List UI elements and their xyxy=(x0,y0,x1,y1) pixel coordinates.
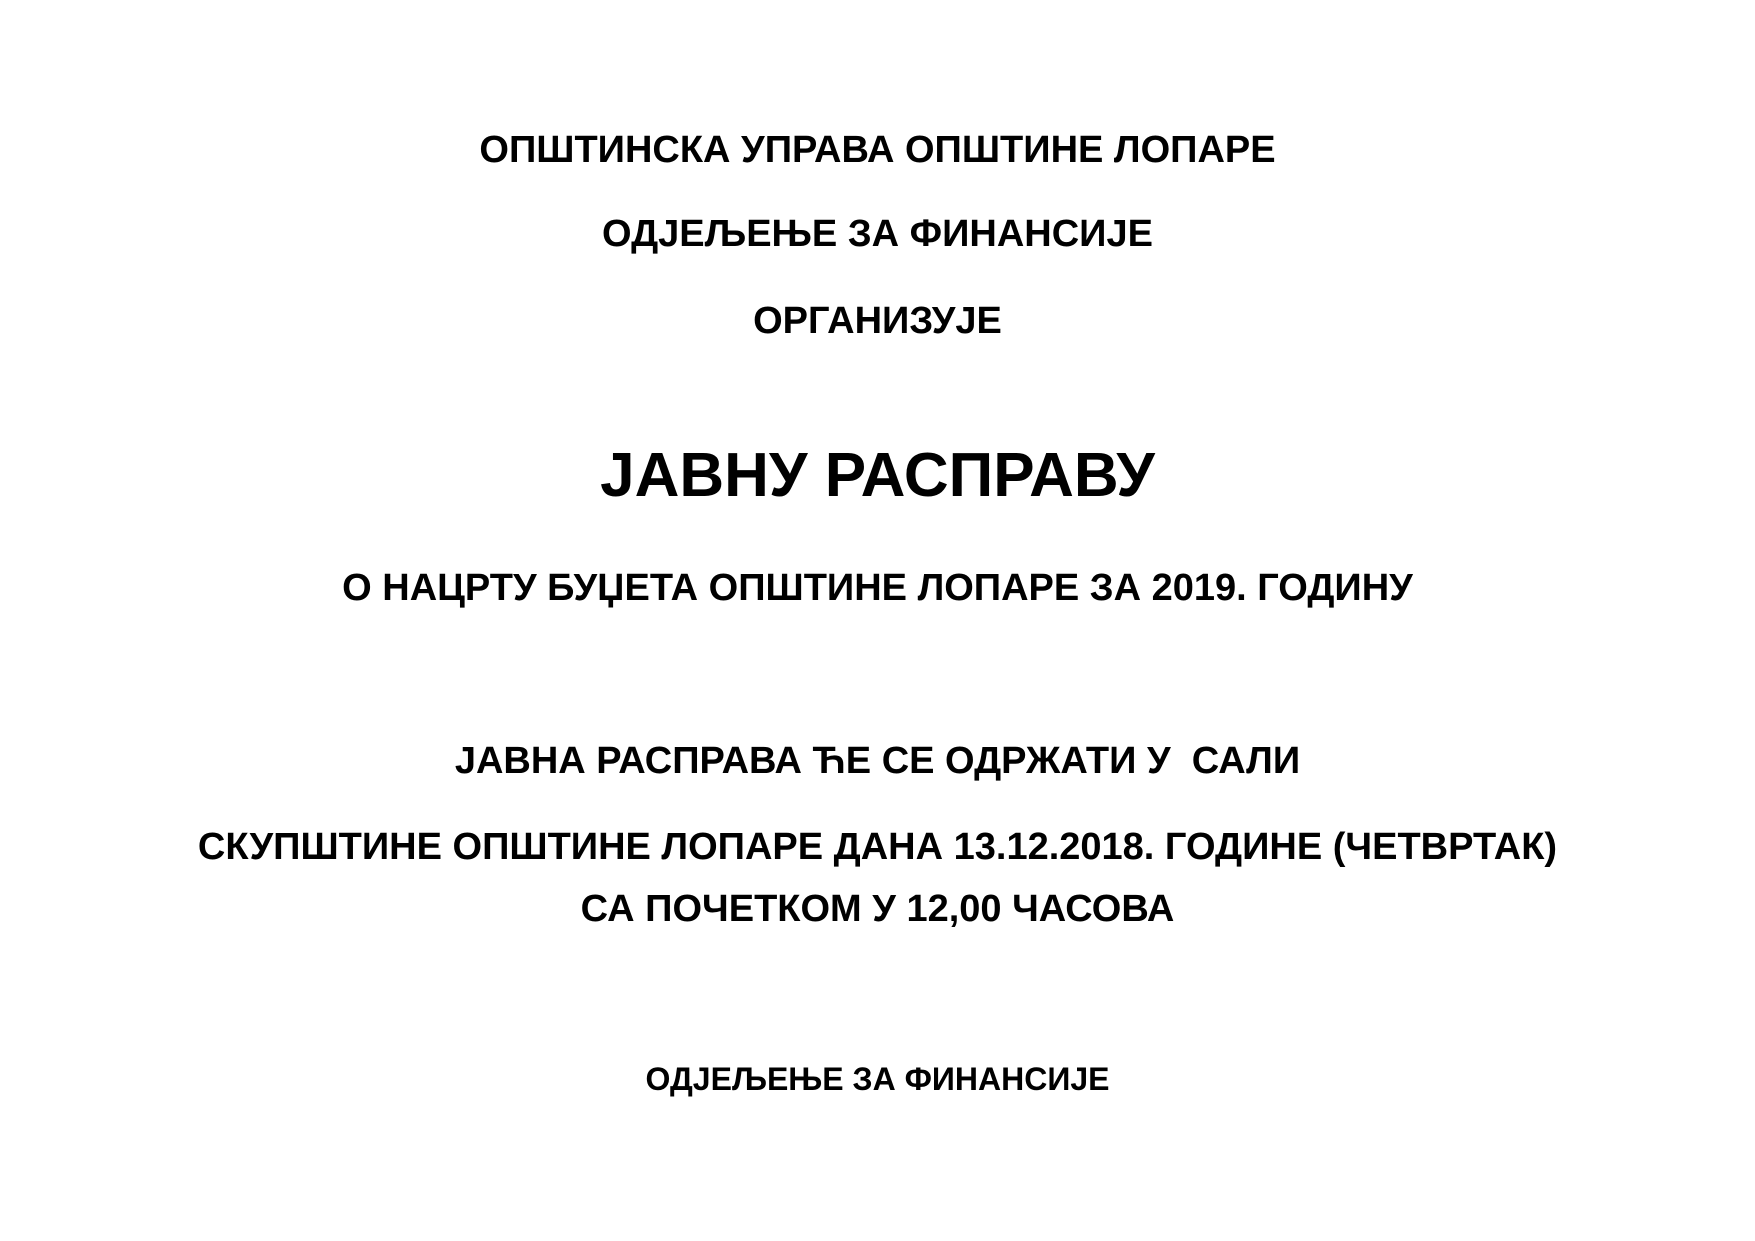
header-organization: ОПШТИНСКА УПРАВА ОПШТИНЕ ЛОПАРЕ xyxy=(479,129,1276,171)
footer-signature: ОДЈЕЉЕЊЕ ЗА ФИНАНСИЈЕ xyxy=(645,1061,1110,1097)
details-location: ЈАВНА РАСПРАВА ЋЕ СЕ ОДРЖАТИ У САЛИ xyxy=(454,740,1301,782)
header-organizes: ОРГАНИЗУЈЕ xyxy=(753,300,1002,342)
header-department: ОДЈЕЉЕЊЕ ЗА ФИНАНСИЈЕ xyxy=(602,213,1153,255)
document-title: ЈАВНУ РАСПРАВУ xyxy=(600,441,1155,510)
document-subtitle: О НАЦРТУ БУЏЕТА ОПШТИНЕ ЛОПАРЕ ЗА 2019. ГОДИНУ xyxy=(342,567,1413,609)
details-time: СА ПОЧЕТКОМ У 12,00 ЧАСОВА xyxy=(580,888,1175,930)
details-date: СКУПШТИНЕ ОПШТИНЕ ЛОПАРЕ ДАНА 13.12.2018. ГОДИНЕ (ЧЕТВРТАК) xyxy=(197,826,1558,868)
